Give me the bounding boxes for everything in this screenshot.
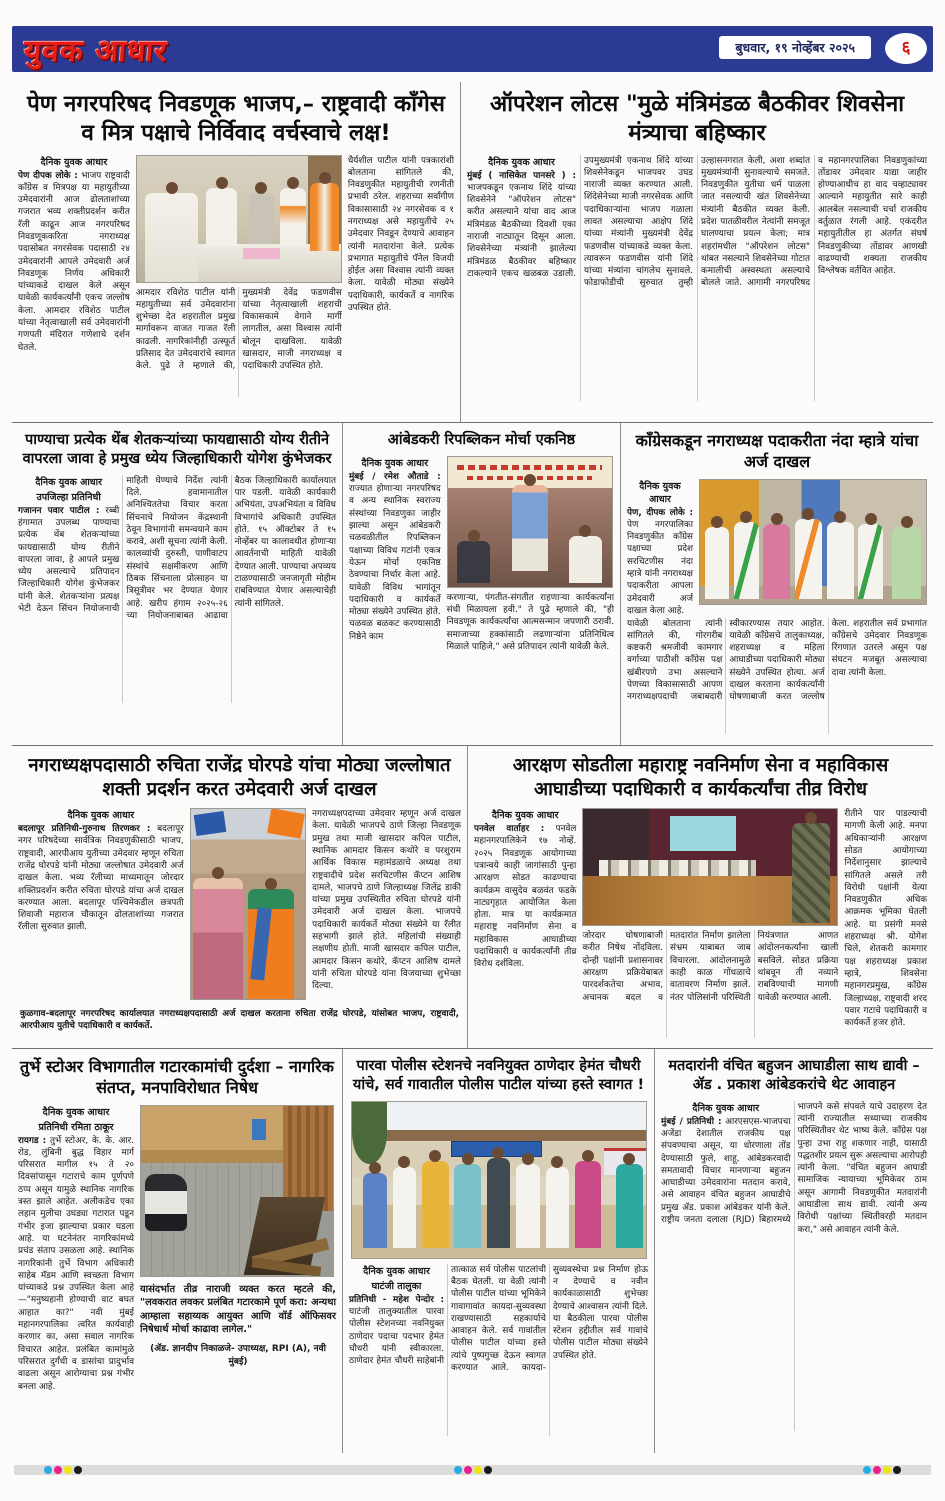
article-water-collector [12, 423, 342, 745]
row-4 [12, 1048, 933, 1453]
photo-gutter-street [140, 1105, 334, 1277]
headline-congress-nanda-mhatre: काँग्रेसकडून नगराध्यक्ष पदाकरीता नंदा म्हात्रे यांचा अर्ज दाखल [635, 431, 919, 471]
headline-republican-morcha: आंबेडकरी रिपब्लिकन मोर्चा एकनिष्ठ [387, 432, 576, 448]
article-parwa-police [342, 1049, 654, 1453]
article-pen-election [12, 82, 460, 422]
photo-caption: कुळगाव-बदलापूर नगरपरिषद कार्यालयात नगराध्यक्षपदासाठी अर्ज दाखल करताना रुचिता राजेंद्र घोरपडे, यांसोबत भाजप, राष्ट्रवादी, आरपीआय युतीचे पदाधिकारी व कार्यकर्ते. [20, 1009, 459, 1032]
credit-line: दैनिक युवक आधार [40, 156, 108, 168]
headline-water-collector: पाण्याचा प्रत्येक थेंब शेतकऱ्यांच्या फायद्यासाठी योग्य रीतीने वापरला जावा हे प्रमुख ध्येय जिल्हाधिकारी योगेश कुंभेजकर [22, 432, 332, 467]
article-operation-lotus [460, 82, 933, 422]
credit-line: घाटंजी तालुका [371, 1280, 422, 1292]
article-vanchit-aghadi [654, 1049, 933, 1453]
body-text: मुंबई / रमेश औताडे : राज्यात होणाऱ्या नगरपरिषद व अन्य स्थानिक स्वराज्य संस्थांच्या निवडणुका जाहीर झाल्या असून आंबेडकरी चळवळीतील रिपब्लिकन पक्षाच्या विविध गटांनी एकत्र येऊन मोर्चा एकनिष्ठ ठेवण्याचा निर्धार केला आहे. यावेळी विविध भागांतून पदाधिकारी व कार्यकर्ते मोठ्या संख्येने उपस्थित होते. चळवळ बळकट करण्यासाठी निष्ठेने काम [349, 471, 441, 642]
photo-congress-group [699, 479, 927, 605]
body-text: पेण दीपक लोके : भाजप राष्ट्रवादी काँग्रेस व मित्रपक्ष या महायुतीच्या उमेदवारांनी आज ढोलताशांच्या गजरात भव्य शक्तीप्रदर्शन करीत रॅली काढून आज नगरपरिषद निवडणूककरिता नगराध्यक्ष पदासोबत नगरसेवक पदासाठी २४ उमेदवारांनी आपले उमेदवारी अर्ज निवडणूक निर्णय अधिकारी यांच्याकडे दाखल केले असून यावेळी कार्यकर्त्यांनी एकच जल्लोष केला. आमदार रविशेठ पाटील यांच्या नेतृत्वाखाली सर्व उमेदवारांनी गणपती मंदिरात गणेशाचे दर्शन घेतले. [18, 170, 130, 353]
body-text: रायगड : तुर्भे स्टोअर, के. के. आर. रोड, लुंबिनी बुद्ध विहार मार्ग परिसरात मागील १५ ते २० दिवसांपासून गटाराचे काम पूर्णपणे ठप्प असून यामुळे स्थानिक नागरिक त्रस्त झाले आहेत. अलीकडेच एका लहान मुलीचा उघड्या गटारात पडून गंभीर इजा झाल्याचा प्रकार घडला आहे. या घटनेनंतर नागरिकांमध्ये प्रचंड संताप उसळला आहे. स्थानिक नागरिकांनी तुर्भे विभाग अधिकारी साहेब मॅडम आणि स्वच्छता विभाग यांच्याकडे प्रश्न उपस्थित केला आहे—"मनुष्यहानी होण्याची वाट बघत आहात का?" नवी मुंबई महानगरपालिका त्वरित कार्यवाही करणार का, असा सवाल नागरिक विचारत आहेत. प्रलंबित कामांमुळे परिसरात दुर्गंधी व डासांचा प्रादुर्भाव वाढला असून आरोग्याचा प्रश्न गंभीर बनला आहे. [18, 1135, 135, 1392]
magenta-dot-icon [873, 1466, 881, 1474]
newspaper-logo: युवक आधार [22, 34, 169, 69]
body-text: नगराध्यक्षपदाच्या उमेदवार म्हणून अर्ज दाखल केला. यावेळी भाजपचे ठाणे जिल्हा निवडणूक प्रमुख तथा माजी खासदार कपिल पाटील, स्थानिक आमदार किसन कथोरे व परशुराम आर्थिक विकास महामंडळाचे अध्यक्ष तथा राष्ट्रवादीचे प्रदेश सरचिटणीस कॅप्टन आशिष दामले, भाजपचे ठाणे जिल्हाध्यक्ष जिलेंद्र डाकी यांच्या प्रमुख उपस्थितीत रुचिता घोरपडे यांनी उमेदवारी अर्ज दाखल केला. भाजपचे पदाधिकारी कार्यकर्ते मोठ्या संख्येने या रॅलीत सहभागी झाले होते. महिलांची संख्याही लक्षणीय होती. माजी खासदार कपिल पाटील, आमदार किसन कथोरे, कॅप्टन आशिष दामले यांनी रुचिता घोरपडे यांना विजयाच्या शुभेच्छा दिल्या. [312, 809, 462, 992]
article-congress-nanda-mhatre [620, 423, 933, 745]
article-arakshan-virodh [467, 746, 933, 1048]
article-body [467, 155, 927, 401]
page-number-badge: ६ [885, 33, 927, 64]
yellow-dot-icon [474, 1466, 482, 1474]
magenta-dot-icon [54, 1466, 62, 1474]
black-dot-icon [484, 1466, 492, 1474]
row-3 [12, 745, 933, 1048]
cmyk-marks-right [863, 1466, 901, 1474]
body-text: प्रतिनिधी - महेश पेन्दोर : घाटंजी तालुक्यातील पारवा पोलीस स्टेशनच्या नवनियुक्त ठाणेदार पदाचा पदभार हेमंत चौधरी यांनी स्वीकारला. ठाणेदार हेमंत चौधरी साहेबांनी तात्काळ सर्व पोलीस पाटलांची बैठक घेतली. या वेळी त्यांनी पोलीस पाटील यांच्या भूमिकेने गावागावांत कायदा-सुव्यवस्था राखण्यासाठी सहकार्याचे आवाहन केले. सर्व गावांतील पोलीस पाटील यांच्या हस्ते त्यांचे पुष्पगुच्छ देऊन स्वागत करण्यात आले. कायदा-सुव्यवस्थेचा प्रश्न निर्माण होऊ न देण्याचे व नवीन कार्यकाळासाठी शुभेच्छा देण्याचे आश्वासन त्यांनी दिले. या बैठकीला पारवा पोलीस स्टेशन हद्दीतील सर्व गावांचे पोलीस पाटील मोठ्या संख्येने उपस्थित होते. [349, 1264, 648, 1374]
body-text: बदलापूर प्रतिनिधी-गुरुनाथ तिरणकर : बदलापूर नगर परिषदेच्या सार्वत्रिक निवडणुकीसाठी भाजप, राष्ट्रवादी, आरपीआय युतीच्या उमेदवार म्हणून रुचिता राजेंद्र घोरपडे यांनी मोठ्या जल्लोषात उमेदवारी अर्ज दाखल केला. भव्य रॅलीच्या माध्यमातून जोरदार शक्तिप्रदर्शन करीत रुचिता घोरपडे यांचा अर्ज दाखल करण्यात आला. बदलापूर पश्चिमेकडील छत्रपती शिवाजी महाराज चौकातून ढोलताशांच्या गजरात रॅलीला सुरुवात झाली. [18, 824, 184, 933]
cyan-dot-icon [454, 1466, 462, 1474]
credit-line: दैनिक युवक आधार [42, 1106, 110, 1118]
body-text: आमदार रविशेठ पाटील यांनी महायुतीच्या सर्व उमेदवारांना शुभेच्छा देत शहरातील प्रमुख मार्गावरून वाजत गाजत रॅली काढली. नागरिकांनीही उत्स्फूर्त प्रतिसाद देत उमेदवारांचे स्वागत केले. पुढे ते म्हणाले की, मुख्यमंत्री देवेंद्र फडणवीस यांच्या नेतृत्वाखाली शहराची विकासकामे वेगाने मार्गी लागतील, असा विश्वास त्यांनी बोलून दाखविला. यावेळी खासदार, माजी नगराध्यक्ष व पदाधिकारी उपस्थित होते. [135, 287, 342, 372]
article-turbhe-gutter [12, 1049, 342, 1453]
headline-vanchit-aghadi: मतदारांनी वंचित बहुजन आघाडीला साथ द्यावी – ॲड . प्रकाश आंबेडकरांचे थेट आवाहन [668, 1058, 920, 1093]
article-republican-morcha [342, 423, 620, 745]
cmyk-marks-center [454, 1466, 492, 1474]
body-text: मुंबई / प्रतिनिधी : आरएसएस-भाजपचा अजेंडा देशातील राजकीय पक्ष संपवण्याचा असून, या धोरणाला तोंड देण्यासाठी फुले, शाहू, आंबेडकरवादी समतावादी विचार मानणाऱ्या बहुजन आघाडीच्या उमेदवारांना मतदान करावे, असे आवाहन वंचित बहुजन आघाडीचे प्रमुख ॲड. प्रकाश आंबेडकर यांनी केले. राष्ट्रीय जनता दलाला (RJD) बिहारमध्ये भाजपने कसे संपवले याचे उदाहरण देत त्यांनी राज्यातील सध्याच्या राजकीय परिस्थितीवर थेट भाष्य केले. काँग्रेस पक्ष पुन्हा उभा राहू शकणार नाही, यासाठी पद्धतशीर प्रयत्न सुरू असल्याचा आरोपही त्यांनी केला. "वंचित बहुजन आघाडी सामाजिक न्यायाच्या भूमिकेवर ठाम असून आगामी निवडणुकीत मतदारांनी आघाडीला साथ द्यावी. त्यांनी अन्य विरोधी पक्षांच्या स्थितीवरही मतदान करा," असे आवाहन त्यांनी केले. [661, 1101, 927, 1235]
credit-line: दैनिक युवक आधार [639, 480, 681, 505]
cmyk-marks-left [44, 1466, 82, 1474]
body-text: मुंबई ( नासिकेत पानसरे ) : भाजपकडून एकनाथ शिंदे यांच्या शिवसेनेने "ऑपरेशन लोटस" करीत असल्याने यांचा वाद आज मंत्रिमंडळ बैठकीच्या दिवशी एका नाराजी नाट्यातून दिसून आला. शिवसेनेच्या मंत्र्यांनी झालेल्या मंत्रिमंडळ बैठकीवर बहिष्कार टाकल्याने एकच खळबळ उडाली. उपमुख्यमंत्री एकनाथ शिंदे यांच्या शिवसेनेकडून भाजपवर उघड नाराजी व्यक्त करण्यात आली. शिंदेसेनेच्या माजी नगरसेवक आणि पदाधिकाऱ्यांना भाजप गळाला लावत असल्याचा आक्षेप शिंदे यांच्या मंत्र्यांनी मुख्यमंत्री देवेंद्र फडणवीस यांच्याकडे व्यक्त केला. त्यावरून फडणवीस यांनी शिंदे यांच्या मंत्र्यांना चांगलेच सुनावले. फोडाफोडीची सुरुवात तुम्ही उल्हासनगरात केली, अशा शब्दांत मुख्यमंत्र्यांनी सुनावल्याचे समजते. निवडणुकीत युतीचा धर्म पाळला जात नसल्याची खंत शिवसेनेच्या मंत्र्यांनी बैठकीत व्यक्त केली. प्रदेश पातळीवरील नेत्यांनी समजूत घालण्याचा प्रयत्न केला; मात्र शहरांमधील "ऑपरेशन लोटस" थांबत नसल्याने शिवसेनेच्या गोटात कमालीची अस्वस्थता असल्याचे बोलले जाते. आगामी नगरपरिषद व महानगरपालिका निवडणुकांच्या तोंडावर उमेदवार याद्या जाहीर होण्याआधीच हा वाद चव्हाट्यावर आल्याने महायुतीत सारे काही आलबेल नसल्याची चर्चा राजकीय वर्तुळात रंगली आहे. एकंदरीत महायुतीतील हा अंतर्गत संघर्ष निवडणुकीच्या तोंडावर आणखी वाढण्याची शक्यता राजकीय विश्लेषक वर्तवित आहेत. [467, 155, 927, 289]
body-text: पनवेल वार्ताहर : पनवेल महानगरपालिकेने १७ नोव्हें. २०२५ निवडणूक आयोगाच्या पत्रान्वये काही जागांसाठी पुन्हा आरक्षण सोडत काढण्याचा कार्यक्रम वासुदेव बळवंत फडके नाट्यगृहात आयोजित केला होता. मात्र या कार्यक्रमात महाराष्ट्र नवनिर्माण सेना व महाविकास आघाडीच्या पदाधिकारी व कार्यकर्त्यांनी तीव्र विरोध दर्शविला. [474, 824, 577, 970]
credit-line: दैनिक युवक आधार [35, 476, 102, 488]
protest-quote: यासंदर्भात तीव्र नाराजी व्यक्त करत म्हटले की, "लवकरात लवकर प्रलंबित गटारकामे पूर्ण करा: अन्यथा आम्हाला सहाय्यक आयुक्त आणि वॉर्ड ऑफिसवर निषेधार्थ मोर्चा काढावा लागेल." [140, 1283, 336, 1336]
headline-operation-lotus: ऑपरेशन लोटस "मुळे मंत्रिमंडळ बैठकीवर शिवसेना मंत्र्याचा बहिष्कार [489, 91, 905, 147]
date-label: बुधवार, १९ नोव्हेंबर २०२५ [719, 36, 871, 59]
article-ruchita-ghorpade [12, 746, 467, 1048]
article-body [349, 1264, 648, 1436]
black-dot-icon [74, 1466, 82, 1474]
black-dot-icon [893, 1466, 901, 1474]
photo-police-station-welcome [351, 1101, 647, 1259]
headline-pen-election: पेण नगरपरिषद निवडणूक भाजप,– राष्ट्रवादी काँगेस व मित्र पक्षाचे निर्विवाद वर्चस्वाचे लक्ष! [27, 91, 445, 147]
cyan-dot-icon [863, 1466, 871, 1474]
headline-ruchita-ghorpade: नगराध्यक्षपदासाठी रुचिता राजेंद्र घोरपडे यांचा मोठ्या जल्लोषात शक्ती प्रदर्शन करत उमेदवारी अर्ज दाखल [28, 755, 451, 801]
headline-arakshan-virodh: आरक्षण सोडतीला महाराष्ट्र नवनिर्माण सेना व महाविकास आघाडीच्या पदाधिकारी व कार्यकर्त्यांचा तीव्र विरोध [512, 755, 889, 801]
body-text: रीतीने पार पाडल्याची मागणी केली आहे. मनपा अधिकाऱ्यांनी आरक्षण सोडत आयोगाच्या निर्देशानुसार झाल्याचे सांगितले असले तरी विरोधी पक्षांनी येत्या निवडणुकीत अधिक आक्रमक भूमिका घेतली आहे. या प्रसंगी मनसे शहराध्यक्ष श्री. योगेश चिले, शेतकरी कामगार पक्ष शहराध्यक्ष प्रकाश म्हात्रे, शिवसेना महानगरप्रमुख, काँग्रेस जिल्हाध्यक्ष, राष्ट्रवादी शरद पवार गटाचे पदाधिकारी व कार्यकर्ते हजर होते. [844, 809, 927, 1029]
body-text: गजानन पवार पाटील : रब्बी हंगामात उपलब्ध पाण्याचा प्रत्येक थेंब शेतकऱ्यांच्या फायद्यासाठी योग्य रीतीने वापरला जावा, हे आपले प्रमुख ध्येय असल्याचे प्रतिपादन जिल्हाधिकारी योगेश कुंभेजकर यांनी केले. शेतकऱ्यांना प्रत्यक्ष भेटी देऊन सिंचन नियोजनाची माहिती घेण्याचे निर्देश त्यांनी दिले. हवामानातील अनिश्चिततेचा विचार करता सिंचनाचे नियोजन केंद्रस्थानी ठेवून विभागांनी समन्वयाने काम करावे, अशी सूचना त्यांनी केली. कालव्यांची दुरुस्ती, पाणीवाटप संस्थांचे सक्षमीकरण आणि ठिबक सिंचनाला प्रोत्साहन या त्रिसूत्रीवर भर देण्यात येणार आहे. खरीप हंगाम २०२५-२६ च्या नियोजनाबाबत आढावा बैठक जिल्हाधिकारी कार्यालयात पार पडली. यावेळी कार्यकारी अभियंता, उपअभियंता व विविध विभागांचे अधिकारी उपस्थित होते. १५ ऑक्टोबर ते १५ नोव्हेंबर या कालावधीत होणाऱ्या आवर्तनाची माहिती यावेळी देण्यात आली. पाण्याचा अपव्यय टाळण्यासाठी जनजागृती मोहीम राबविण्यात येणार असल्याचेही त्यांनी सांगितले. [18, 475, 336, 621]
credit-line: दैनिक युवक आधार [363, 1265, 430, 1277]
credit-line: दैनिक युवक आधार [491, 810, 559, 822]
magenta-dot-icon [464, 1466, 472, 1474]
article-body: जोरदार घोषणाबाजी करीत निषेध नोंदविला. दोन्ही पक्षांनी प्रशासनावर आरक्षण प्रक्रियेबाबत पारदर्शकतेचा अभाव, अचानक बदल व मतदारांत निर्माण झालेला संभ्रम याबाबत जाब विचारला. आंदोलनामुळे काही काळ गोंधळाचे वातावरण निर्माण झाले. नंतर पोलिसांनी परिस्थिती नियंत्रणात आणत आंदोलनकर्त्यांना खाली बसविले. सोडत प्रक्रिया थांबवून ती नव्याने राबविण्याची मागणी यावेळी करण्यात आली. [582, 931, 839, 1003]
headline-turbhe-gutter: तुर्भे स्टोअर विभागातील गटारकामांची दुर्दशा – नागरिक संतप्त, मनपाविरोधात निषेध [20, 1057, 334, 1097]
credit-line: उपजिल्हा प्रतिनिधी [36, 491, 101, 503]
photo-morcha-speech [447, 456, 613, 588]
photo-nomination-filing [136, 155, 342, 283]
article-body [661, 1101, 927, 1431]
article-body [18, 475, 336, 703]
credit-line: दैनिक युवक आधार [488, 156, 555, 168]
print-registration-strip [14, 1465, 931, 1475]
body-text: करणाऱ्या, पंगतीत-संगतीत राहणाऱ्या कार्यकर्त्यांना संधी मिळायला हवी." ते पुढे म्हणाले की, "ही निवडणूक कार्यकर्त्यांचा आत्मसन्मान जपणारी ठरावी. समाजाच्या हक्कांसाठी लढणाऱ्यांना प्रतिनिधित्व मिळाले पाहिजे," असे प्रतिपादन त्यांनी यावेळी केले. [446, 592, 614, 653]
headline-parwa-police: पारवा पोलीस स्टेशनचे नवनियुक्त ठाणेदार हेमंत चौधरी यांचे, सर्व गावातील पोलीस पाटील यांच्या हस्ते स्वागत ! [352, 1058, 645, 1093]
yellow-dot-icon [64, 1466, 72, 1474]
body-text: पेण, दीपक लोके : पेण नगरपालिका निवडणुकीत काँग्रेस पक्षाच्या प्रदेश सरचिटणीस नंदा म्हात्रे यांनी नगराध्यक्ष पदाकरीता आपला उमेदवारी अर्ज दाखल केला आहे. [627, 507, 693, 616]
photo-rally [190, 808, 306, 1000]
body-text: धैर्यशील पाटील यांनी पत्रकारांशी बोलताना सांगितले की, निवडणुकीत महायुतीची रणनीती प्रभावी ठरेल. शहराच्या सर्वांगीण विकासासाठी २४ नगरसेवक व १ नगराध्यक्ष असे महायुतीचे २५ उमेदवार निवडून देण्याचे आवाहन त्यांनी मतदारांना केले. प्रत्येक प्रभागात महायुतीचे पॅनेल विजयी होईल असा विश्वास त्यांनी व्यक्त केला. यावेळी मोठ्या संख्येने पदाधिकारी, कार्यकर्ते व नागरिक उपस्थित होते. [347, 155, 454, 314]
row-2 [12, 422, 933, 745]
yellow-dot-icon [883, 1466, 891, 1474]
cyan-dot-icon [44, 1466, 52, 1474]
credit-line: दैनिक युवक आधार [67, 810, 135, 822]
quote-attribution: (ॲड. ज्ञानदीप निकाळजे- उपाध्यक्ष, RPI (A), नवी मुंबई) [150, 1343, 326, 1367]
photo-auditorium-protest [582, 808, 838, 926]
masthead [12, 26, 933, 72]
credit-line: दैनिक युवक आधार [361, 457, 429, 469]
credit-line: प्रतिनिधी रमिता ठाकूर [38, 1121, 114, 1133]
row-1 [12, 82, 933, 422]
article-body: यावेळी बोलताना त्यांनी सांगितले की, गोरगरीब कष्टकरी श्रमजीवी कामगार वर्गाच्या पाठीशी काँग्रेस पक्ष खंबीरपणे उभा असल्याने पेणच्या विकासासाठी आपण नगराध्यक्षपदाची जबाबदारी स्वीकारण्यास तयार आहोत. यावेळी काँग्रेसचे तालुकाध्यक्ष, शहराध्यक्ष व महिला आघाडीच्या पदाधिकारी मोठ्या संख्येने उपस्थित होत्या. अर्ज दाखल करताना कार्यकर्त्यांनी घोषणाबाजी करत जल्लोष केला. शहरातील सर्व प्रभागांत काँग्रेसचे उमेदवार निवडणूक रिंगणात उतरले असून पक्ष संघटन मजबूत असल्याचा दावा त्यांनी केला. [627, 618, 927, 703]
credit-line: दैनिक युवक आधार [692, 1102, 760, 1114]
